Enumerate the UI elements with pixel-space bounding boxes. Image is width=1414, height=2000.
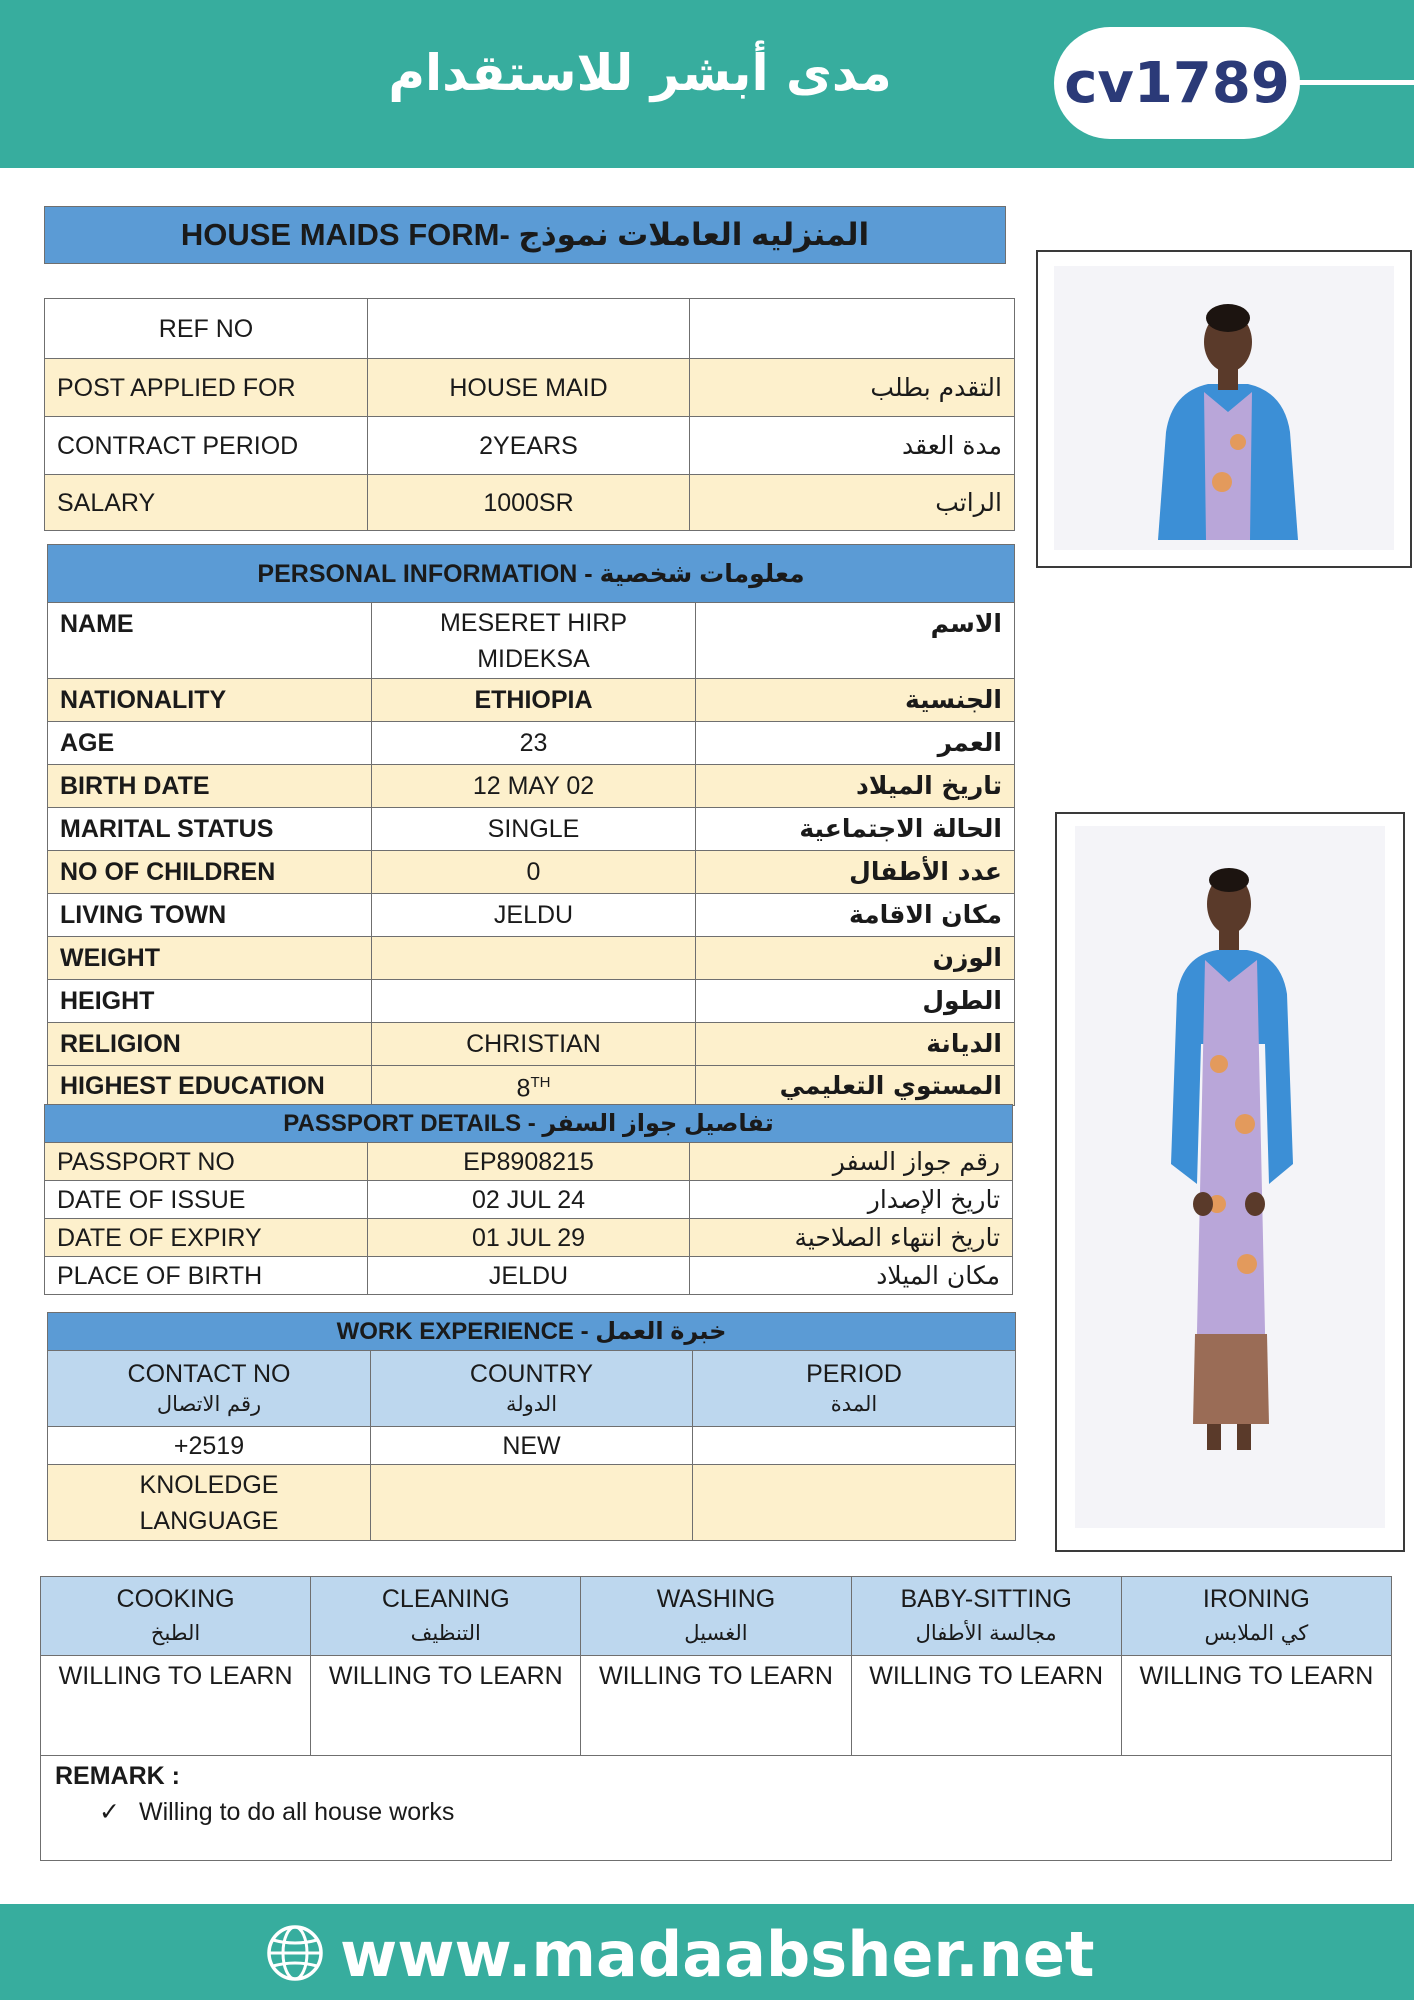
height-ar: الطول: [696, 980, 1015, 1023]
salary-value: 1000SR: [368, 475, 690, 531]
birth-place-label: PLACE OF BIRTH: [45, 1257, 368, 1295]
cv-code-badge: cv1789: [1054, 27, 1300, 139]
religion-ar: الديانة: [696, 1023, 1015, 1066]
section-heading-row: [48, 545, 1015, 603]
contact-column-header: [48, 1351, 371, 1427]
passport-no-ar: رقم جواز السفر: [690, 1143, 1013, 1181]
contact-header-en: CONTACT NO: [127, 1359, 291, 1388]
table-row: [48, 937, 1015, 980]
religion-value: CHRISTIAN: [372, 1023, 696, 1066]
weight-value: [372, 937, 696, 980]
table-row: [48, 1023, 1015, 1066]
age-ar: العمر: [696, 722, 1015, 765]
birth-date-label: BIRTH DATE: [48, 765, 372, 808]
contact-header-ar: رقم الاتصال: [156, 1391, 262, 1416]
education-label: HIGHEST EDUCATION: [48, 1066, 372, 1106]
remark-title: REMARK :: [55, 1762, 180, 1790]
remark-row: [41, 1756, 1392, 1861]
skill-babysitting-value: WILLING TO LEARN: [851, 1656, 1121, 1756]
education-value: [372, 1066, 696, 1106]
name-label: NAME: [48, 603, 372, 679]
table-row: [48, 894, 1015, 937]
skill-babysitting-ar: مجالسة الأطفال: [915, 1621, 1057, 1645]
passport-heading: PASSPORT DETAILS - تفاصيل جواز السفر: [45, 1105, 1013, 1143]
expiry-date-value: 01 JUL 29: [368, 1219, 690, 1257]
skill-cooking-header: [41, 1577, 311, 1656]
table-row: [45, 1219, 1013, 1257]
table-row: [48, 603, 1015, 679]
contract-label: CONTRACT PERIOD: [45, 417, 368, 475]
website-link[interactable]: www.madaabsher.net: [340, 1918, 1095, 1991]
globe-icon: [266, 1924, 324, 1982]
table-row: [45, 359, 1015, 417]
skill-washing-ar: الغسيل: [684, 1621, 748, 1645]
birth-place-ar: مكان الميلاد: [690, 1257, 1013, 1295]
knowledge-label: KNOLEDGE: [139, 1470, 279, 1499]
passport-no-label: PASSPORT NO: [45, 1143, 368, 1181]
portrait-photo: [1036, 250, 1412, 568]
knowledge-empty-cell: [693, 1465, 1016, 1541]
remark-text: Willing to do all house works: [139, 1798, 455, 1826]
skill-ironing-en: IRONING: [1202, 1585, 1310, 1613]
education-ar: المستوي التعليمي: [696, 1066, 1015, 1106]
table-row: [45, 475, 1015, 531]
living-town-ar: مكان الاقامة: [696, 894, 1015, 937]
skills-table: [40, 1576, 1392, 1861]
header-divider: [1298, 80, 1414, 85]
ref-no-ar: [690, 299, 1015, 359]
post-value: HOUSE MAID: [368, 359, 690, 417]
header-bar: [0, 0, 1414, 168]
table-row: [45, 299, 1015, 359]
children-label: NO OF CHILDREN: [48, 851, 372, 894]
post-label: POST APPLIED FOR: [45, 359, 368, 417]
skill-cleaning-ar: التنظيف: [410, 1621, 481, 1645]
nationality-value: ETHIOPIA: [372, 679, 696, 722]
birth-date-ar: تاريخ الميلاد: [696, 765, 1015, 808]
education-suffix: TH: [530, 1073, 551, 1091]
personal-info-table: [47, 544, 1015, 1106]
period-header-en: PERIOD: [806, 1359, 902, 1388]
skill-cooking-value: WILLING TO LEARN: [41, 1656, 311, 1756]
table-row: [48, 1465, 1016, 1541]
contact-value: +2519: [48, 1427, 371, 1465]
skill-cleaning-en: CLEANING: [381, 1585, 510, 1613]
section-heading-row: [45, 1105, 1013, 1143]
country-header-en: COUNTRY: [469, 1359, 594, 1388]
passport-no-value: EP8908215: [368, 1143, 690, 1181]
skills-header-row: [41, 1577, 1392, 1656]
weight-label: WEIGHT: [48, 937, 372, 980]
full-body-photo: [1055, 812, 1405, 1552]
skill-ironing-ar: كي الملابس: [1204, 1621, 1309, 1645]
person-portrait-image: [1138, 292, 1318, 540]
country-header-ar: الدولة: [505, 1391, 558, 1416]
personal-info-heading: PERSONAL INFORMATION - معلومات شخصية: [48, 545, 1015, 603]
issue-date-ar: تاريخ الإصدار: [690, 1181, 1013, 1219]
expiry-date-ar: تاريخ انتهاء الصلاحية: [690, 1219, 1013, 1257]
skills-value-row: [41, 1656, 1392, 1756]
weight-ar: الوزن: [696, 937, 1015, 980]
marital-label: MARITAL STATUS: [48, 808, 372, 851]
skill-babysitting-header: [851, 1577, 1121, 1656]
skill-ironing-header: [1121, 1577, 1391, 1656]
table-row: [48, 765, 1015, 808]
skill-cooking-ar: الطبخ: [150, 1621, 201, 1645]
country-column-header: [371, 1351, 693, 1427]
skill-babysitting-en: BABY-SITTING: [900, 1585, 1072, 1613]
country-value: NEW: [371, 1427, 693, 1465]
period-column-header: [693, 1351, 1016, 1427]
birth-place-value: JELDU: [368, 1257, 690, 1295]
children-value: 0: [372, 851, 696, 894]
nationality-ar: الجنسية: [696, 679, 1015, 722]
living-town-label: LIVING TOWN: [48, 894, 372, 937]
section-heading-row: [48, 1313, 1016, 1351]
table-row: [48, 722, 1015, 765]
table-row: [48, 980, 1015, 1023]
table-row: [48, 808, 1015, 851]
work-heading: WORK EXPERIENCE - خبرة العمل: [48, 1313, 1016, 1351]
knowledge-language-label: [48, 1465, 371, 1541]
remark-item: [55, 1797, 1377, 1827]
education-number: 8: [516, 1074, 531, 1103]
work-experience-table: [47, 1312, 1016, 1541]
person-full-body-image: [1157, 864, 1307, 1504]
table-row: [48, 679, 1015, 722]
skill-cooking-en: COOKING: [116, 1585, 235, 1613]
living-town-value: JELDU: [372, 894, 696, 937]
table-row: [48, 1427, 1016, 1465]
skill-cleaning-header: [311, 1577, 581, 1656]
marital-value: SINGLE: [372, 808, 696, 851]
age-value: 23: [372, 722, 696, 765]
column-header-row: [48, 1351, 1016, 1427]
children-ar: عدد الأطفال: [696, 851, 1015, 894]
company-name: مدى أبشر للاستقدام: [388, 44, 892, 102]
religion-label: RELIGION: [48, 1023, 372, 1066]
issue-date-value: 02 JUL 24: [368, 1181, 690, 1219]
period-value: [693, 1427, 1016, 1465]
birth-date-value: 12 MAY 02: [372, 765, 696, 808]
check-icon: ✓: [99, 1798, 120, 1826]
skill-cleaning-value: WILLING TO LEARN: [311, 1656, 581, 1756]
knowledge-empty-cell: [371, 1465, 693, 1541]
skill-washing-header: [581, 1577, 851, 1656]
passport-table: [44, 1104, 1013, 1295]
nationality-label: NATIONALITY: [48, 679, 372, 722]
ref-no-label: REF NO: [45, 299, 368, 359]
height-label: HEIGHT: [48, 980, 372, 1023]
age-label: AGE: [48, 722, 372, 765]
name-value: MESERET HIRP MIDEKSA: [372, 603, 696, 679]
table-row: [45, 417, 1015, 475]
table-row: [48, 851, 1015, 894]
contract-value: 2YEARS: [368, 417, 690, 475]
marital-ar: الحالة الاجتماعية: [696, 808, 1015, 851]
post-ar: التقدم بطلب: [690, 359, 1015, 417]
application-table: [44, 298, 1015, 531]
language-label: LANGUAGE: [139, 1506, 279, 1535]
period-header-ar: المدة: [830, 1391, 878, 1416]
skill-washing-value: WILLING TO LEARN: [581, 1656, 851, 1756]
contract-ar: مدة العقد: [690, 417, 1015, 475]
salary-ar: الراتب: [690, 475, 1015, 531]
issue-date-label: DATE OF ISSUE: [45, 1181, 368, 1219]
name-ar: الاسم: [696, 603, 1015, 679]
table-row: [45, 1257, 1013, 1295]
skill-ironing-value: WILLING TO LEARN: [1121, 1656, 1391, 1756]
salary-label: SALARY: [45, 475, 368, 531]
height-value: [372, 980, 696, 1023]
ref-no-value: [368, 299, 690, 359]
footer-bar: [0, 1904, 1414, 2000]
expiry-date-label: DATE OF EXPIRY: [45, 1219, 368, 1257]
remark-cell: [41, 1756, 1392, 1861]
table-row: [48, 1066, 1015, 1106]
form-title: HOUSE MAIDS FORM- المنزليه العاملات نموذج: [44, 206, 1006, 264]
table-row: [45, 1181, 1013, 1219]
skill-washing-en: WASHING: [656, 1585, 776, 1613]
table-row: [45, 1143, 1013, 1181]
